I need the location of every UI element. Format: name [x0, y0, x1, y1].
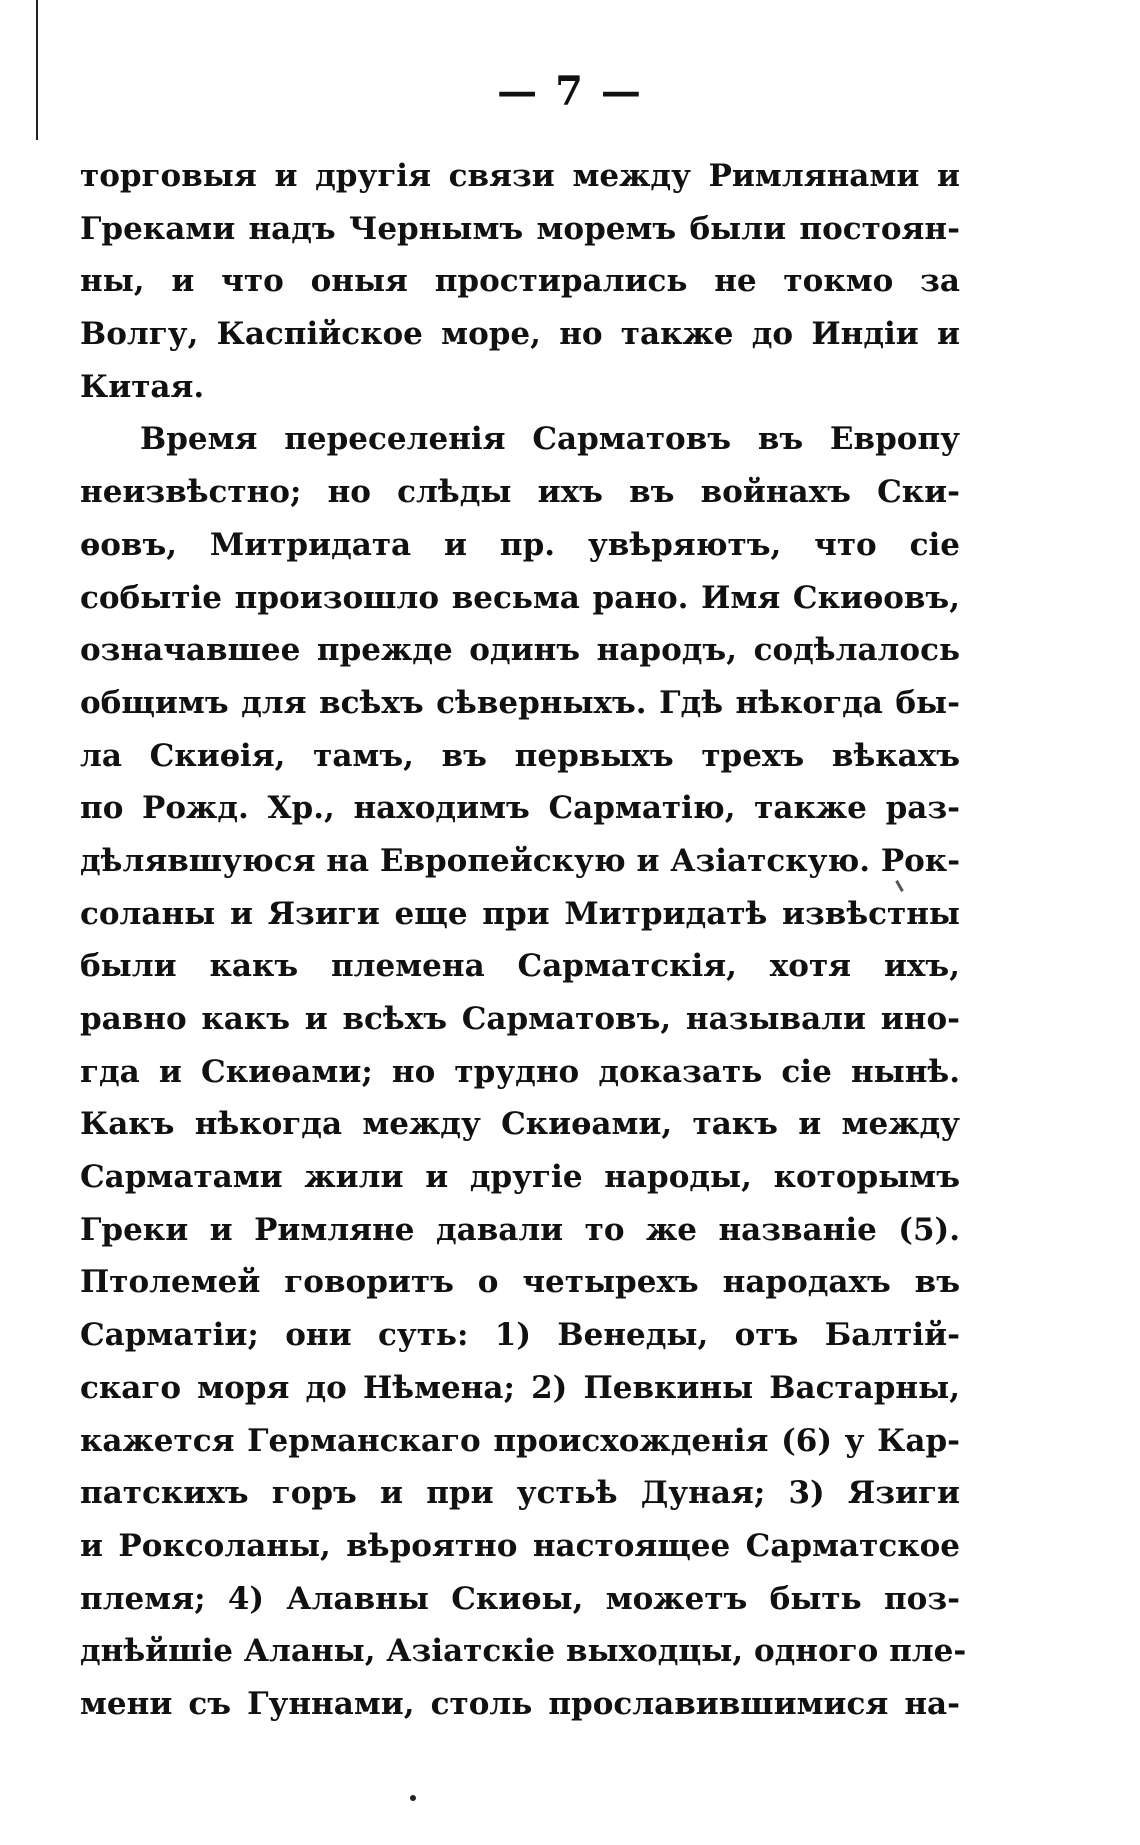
text-line: Волгу, Каспійское море, но также до Индіи и — [80, 316, 960, 353]
text-line: Птолемей говоритъ о четырехъ народахъ въ — [80, 1264, 960, 1301]
text-line: Китая. — [80, 368, 205, 405]
text-line: Греки и Римляне давали то же названіе (5). — [80, 1211, 960, 1248]
stray-ink-dot — [410, 1795, 416, 1801]
text-line: означавшее прежде одинъ народъ, содѣлалось — [80, 632, 960, 669]
text-line: ла Скиѳія, тамъ, въ первыхъ трехъ вѣкахъ — [80, 737, 960, 774]
page-number-header: — 7 — — [497, 68, 643, 115]
text-line: соланы и Язиги еще при Митридатѣ извѣстны — [80, 895, 960, 932]
text-line: торговыя и другія связи между Римлянами и — [80, 158, 960, 194]
body-text — [80, 150, 967, 1731]
text-line: ѳовъ, Митридата и пр. увѣряютъ, что сіе — [80, 526, 960, 563]
text-line: по Рожд. Хр., находимъ Сарматію, также раз- — [80, 790, 960, 827]
text-line: и Роксоланы, вѣроятно настоящее Сарматское — [80, 1527, 960, 1564]
text-line: мени съ Гуннами, столь прославившимися на- — [80, 1685, 960, 1722]
text-line: племя; 4) Алавны Скиѳы, можетъ быть поз- — [80, 1580, 960, 1617]
text-line: дѣлявшуюся на Европейскую и Азіатскую. Рок- — [80, 842, 961, 879]
text-line: равно какъ и всѣхъ Сарматовъ, называли ино- — [80, 1001, 960, 1037]
text-line: общимъ для всѣхъ сѣверныхъ. Гдѣ нѣкогда бы- — [80, 684, 960, 721]
text-line: Сарматіи; они суть: 1) Венеды, отъ Балтій- — [80, 1317, 960, 1354]
text-line: событіе произошло весьма рано. Имя Скиѳовъ, — [80, 579, 960, 616]
text-line: патскихъ горъ и при устьѣ Дуная; 3) Язиги — [80, 1475, 960, 1512]
text-line: Греками надъ Чернымъ моремъ были постоян- — [80, 210, 960, 247]
text-line: Время переселенія Сарматовъ въ Европу — [140, 421, 960, 458]
text-line: ны, и что оныя простирались не токмо за — [80, 263, 960, 300]
text-line: скаго моря до Нѣмена; 2) Певкины Вастарны, — [80, 1369, 960, 1406]
text-line: Какъ нѣкогда между Скиѳами, такъ и между — [80, 1106, 960, 1143]
text-line: неизвѣстно; но слѣды ихъ въ войнахъ Ски- — [80, 474, 960, 511]
text-line: днѣйшіе Аланы, Азіатскіе выходцы, одного пле- — [80, 1633, 967, 1670]
text-line: были какъ племена Сарматскія, хотя ихъ, — [80, 948, 960, 985]
text-line: Сарматами жили и другіе народы, которымъ — [80, 1159, 960, 1196]
text-line: кажется Германскаго происхожденія (6) у Кар- — [80, 1422, 960, 1459]
text-line: гда и Скиѳами; но трудно доказать сіе нынѣ. — [80, 1053, 960, 1090]
